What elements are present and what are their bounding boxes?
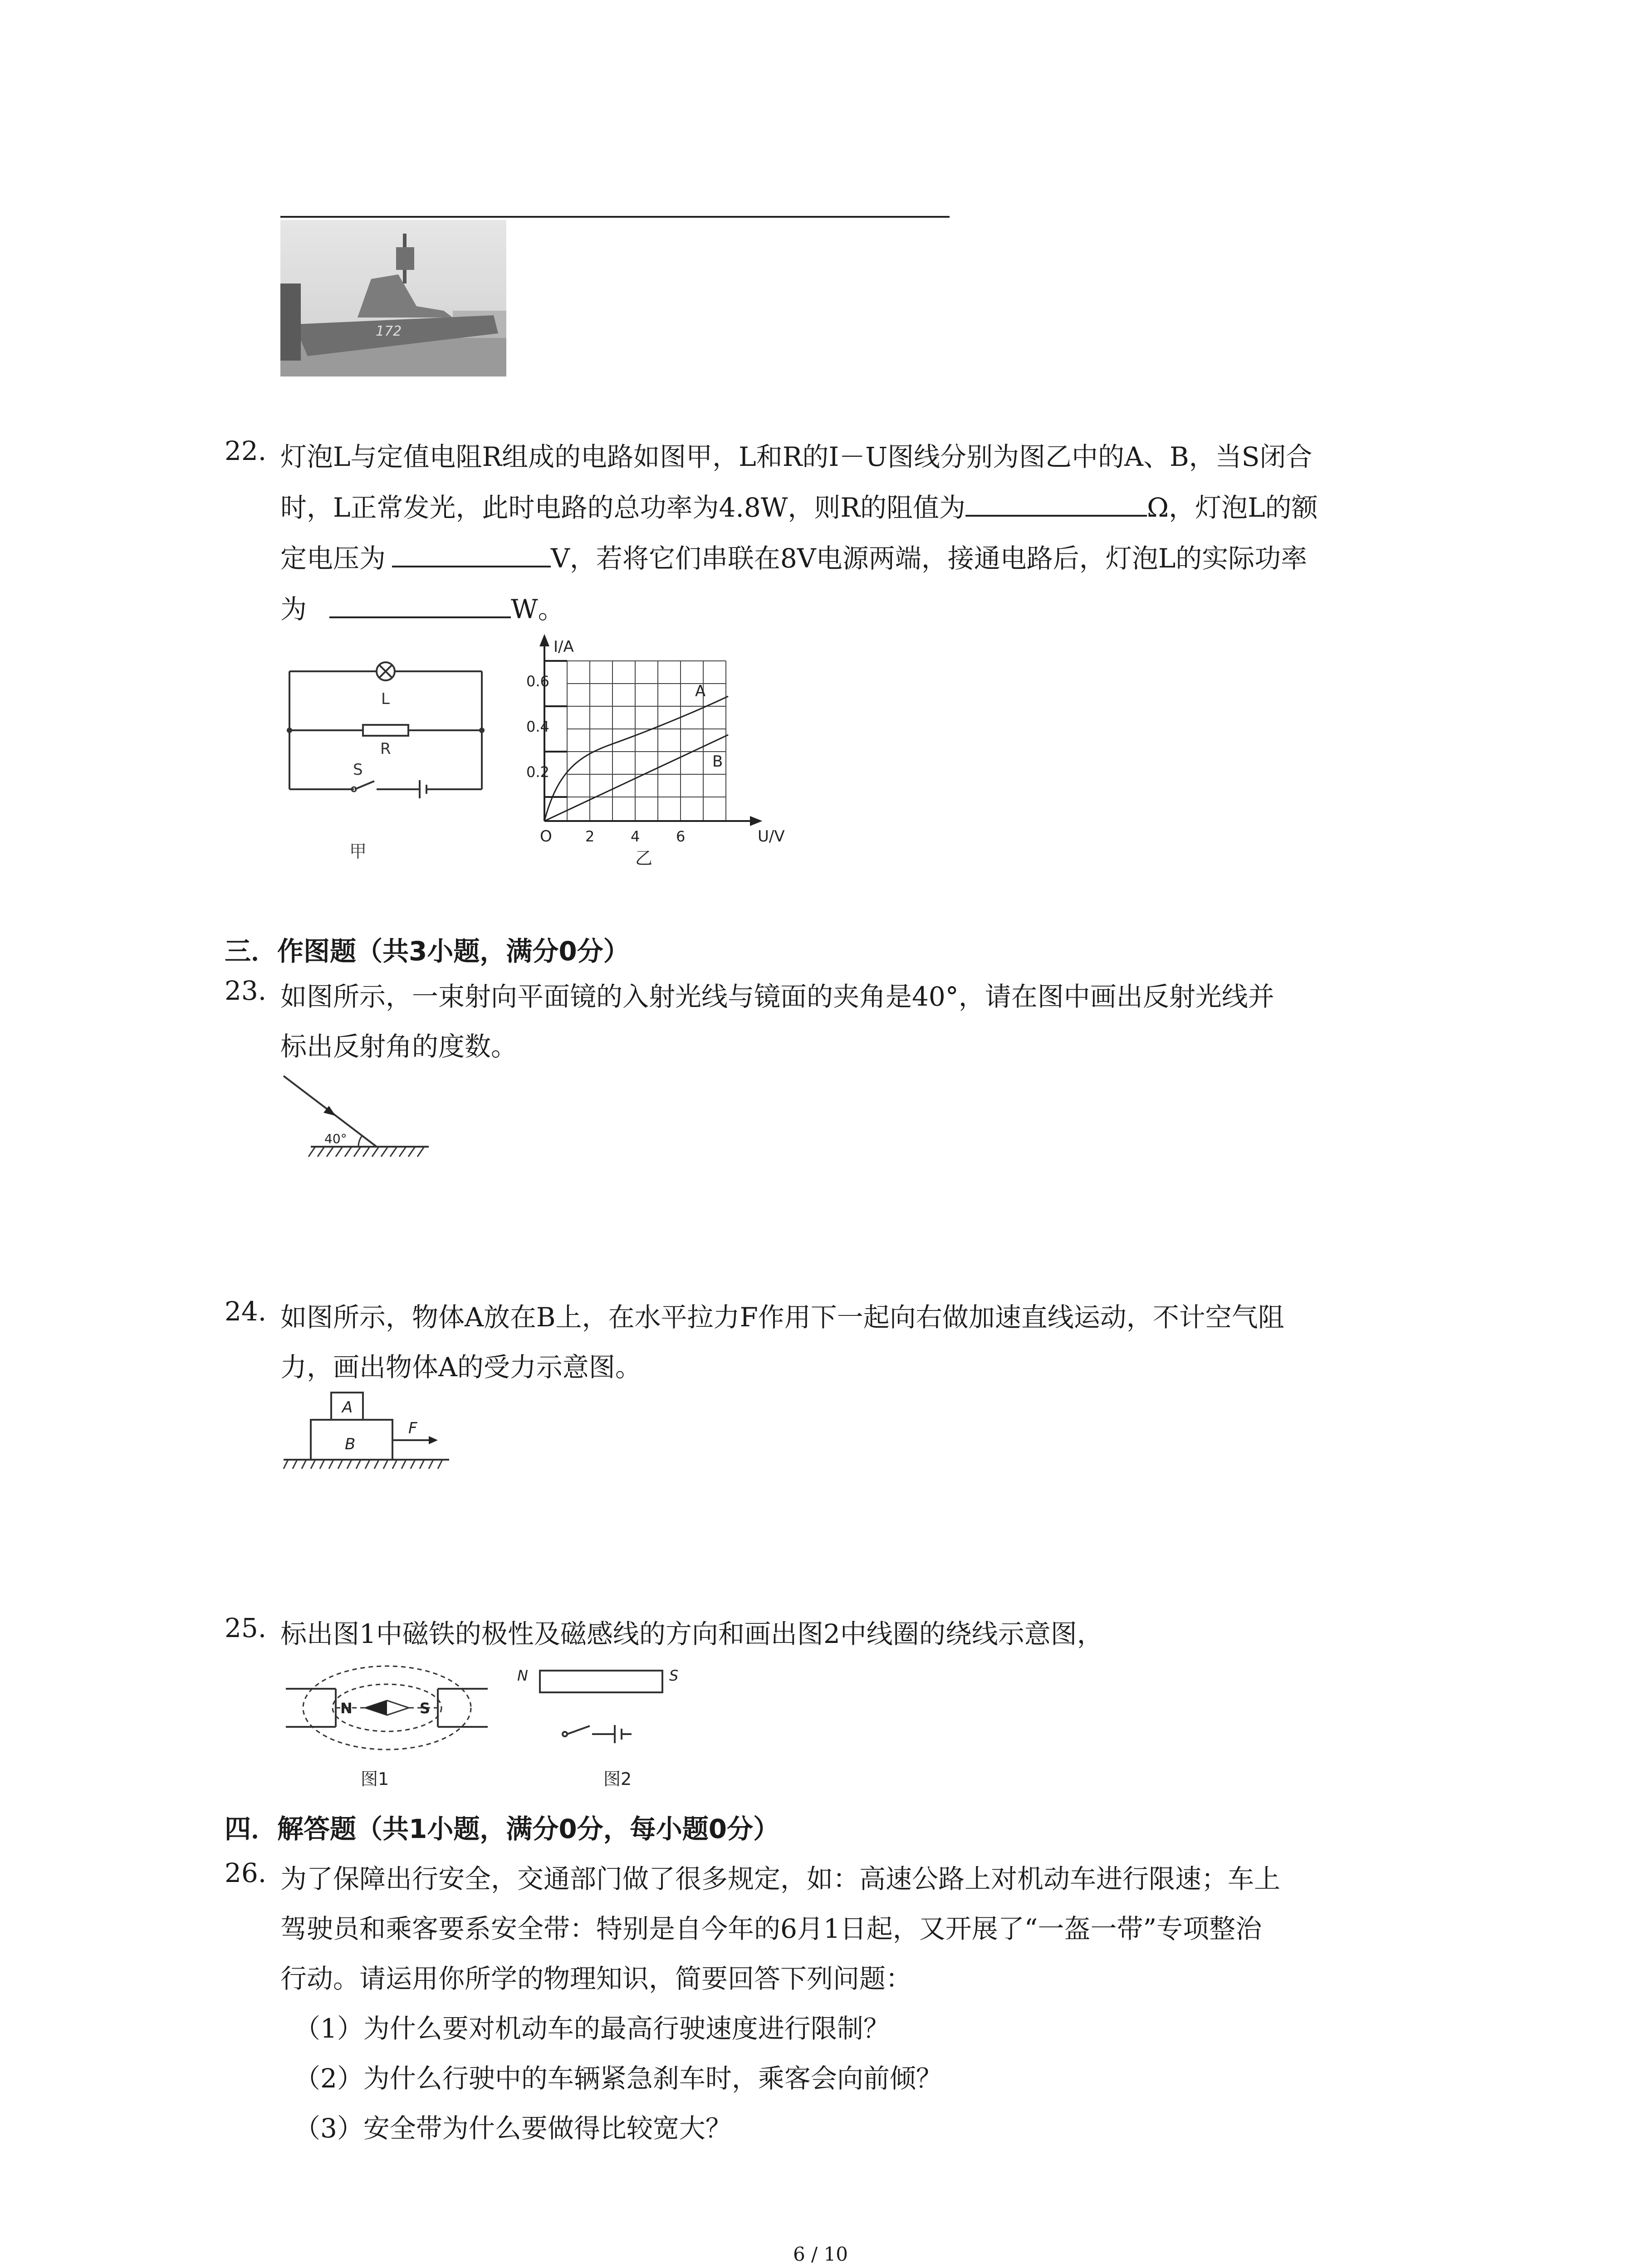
q22-number: 22. (225, 435, 267, 466)
lamp-label: L (381, 690, 390, 708)
q26-sub2: （2）为什么行驶中的车辆紧急刹车时，乘客会向前倾？ (294, 2063, 942, 2094)
q24-number: 24. (225, 1296, 267, 1327)
coil-s-label: S (669, 1667, 679, 1684)
q22-blank-voltage[interactable] (392, 538, 551, 567)
q23-line1: 如图所示，一束射向平面镜的入射光线与镜面的夹角是40°，请在图中画出反射光线并 (280, 981, 1274, 1012)
fig1-caption: 图1 (361, 1769, 389, 1789)
q24-line2: 力，画出物体A的受力示意图。 (280, 1352, 642, 1383)
blocks-diagram (281, 1388, 454, 1474)
q22-blank-resistance[interactable] (965, 487, 1147, 517)
fig-yi-caption: 乙 (635, 848, 653, 868)
graph-ylabel: I/A (554, 638, 574, 656)
block-a-label: A (342, 1398, 353, 1417)
ytick-0-6: 0.6 (526, 673, 549, 690)
xtick-4: 4 (631, 828, 640, 845)
svg-text:172: 172 (376, 323, 402, 339)
line-b-label: B (712, 753, 723, 771)
q26-sub3: （3）安全带为什么要做得比较宽大？ (294, 2113, 732, 2144)
q26-sub1: （1）为什么要对机动车的最高行驶速度进行限制？ (294, 2013, 890, 2044)
force-f-label: F (408, 1419, 417, 1437)
xtick-2: 2 (585, 828, 595, 845)
magnet-n-label: N (340, 1700, 353, 1717)
warship-photo (280, 220, 506, 376)
q24-line1: 如图所示，物体A放在B上，在水平拉力F作用下一起向右做加速直线运动，不计空气阻 (280, 1302, 1284, 1333)
resistor-label: R (380, 740, 391, 758)
q22-line3: 定电压为 V，若将它们串联在8V电源两端，接通电路后，灯泡L的实际功率 (280, 537, 1307, 575)
block-b-label: B (345, 1435, 356, 1453)
coil-figure-2 (513, 1662, 694, 1794)
top-rule (280, 216, 950, 218)
q26-line3: 行动。请运用你所学的物理知识，简要回答下列问题： (280, 1963, 912, 1994)
circuit-diagram-jia (281, 653, 490, 871)
q25-line1: 标出图1中磁铁的极性及磁感线的方向和画出图2中线圈的绕线示意图， (280, 1618, 1103, 1649)
angle-label: 40° (324, 1131, 347, 1146)
section-4-heading: 四．解答题（共1小题，满分0分，每小题0分） (225, 1813, 780, 1844)
fig2-caption: 图2 (603, 1769, 632, 1789)
q22-line1: 灯泡L与定值电阻R组成的电路如图甲，L和R的I－U图线分别为图乙中的A、B，当S闭合 (280, 441, 1313, 472)
mirror-diagram (279, 1070, 433, 1161)
page-number: 6 / 10 (793, 2243, 848, 2265)
q25-number: 25. (225, 1613, 267, 1643)
q26-number: 26. (225, 1857, 267, 1888)
ytick-0-2: 0.2 (526, 763, 549, 781)
magnet-figure-1 (284, 1662, 492, 1794)
q22-line4: 为 W。 (280, 588, 564, 626)
switch-label: S (353, 761, 363, 779)
q26-line2: 驾驶员和乘客要系安全带：特别是自今年的6月1日起，又开展了“一盔一带”专项整治 (280, 1913, 1262, 1944)
section-3-heading: 三．作图题（共3小题，满分0分） (225, 936, 630, 967)
xtick-6: 6 (676, 828, 686, 845)
magnet-s-label: S (420, 1700, 431, 1717)
q22-blank-power[interactable] (329, 588, 511, 618)
fig-jia-caption: 甲 (349, 841, 367, 861)
curve-a-label: A (695, 682, 706, 700)
q22-line2: 时，L正常发光，此时电路的总功率为4.8W，则R的阻值为 Ω，灯泡L的额 (280, 486, 1318, 524)
iu-graph-yi (526, 633, 808, 873)
q23-number: 23. (225, 975, 267, 1006)
coil-n-label: N (517, 1667, 528, 1684)
q23-line2: 标出反射角的度数。 (280, 1031, 518, 1062)
graph-xlabel: U/V (758, 827, 785, 846)
graph-origin: O (540, 827, 552, 846)
ytick-0-4: 0.4 (526, 718, 549, 735)
q26-line1: 为了保障出行安全，交通部门做了很多规定，如：高速公路上对机动车进行限速；车上 (280, 1863, 1281, 1894)
